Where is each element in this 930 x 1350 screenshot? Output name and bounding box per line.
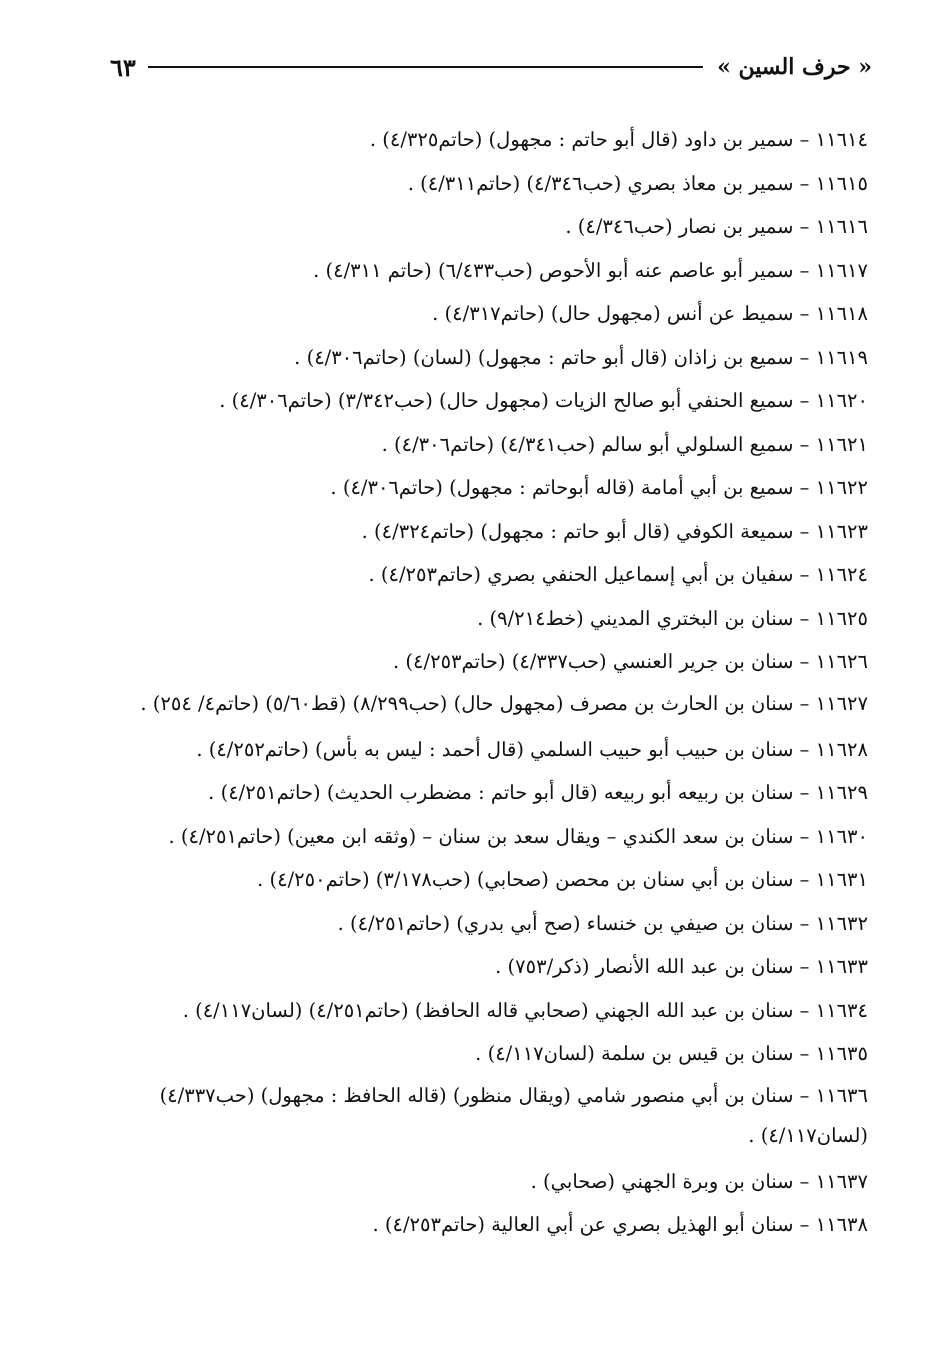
list-item: ١١٦٢٦ – سنان بن جرير العنسي (حب٤/٣٣٧) (حاتم٤/٢٥٣) .	[393, 650, 868, 673]
list-item: ١١٦٢٧ – سنان بن الحارث بن مصرف (مجهول حال) (حب٨/٢٩٩) (قط٥/٦٠) (حاتم٤/ ٢٥٤) .	[140, 691, 868, 715]
list-item: ١١٦٢٤ – سفيان بن أبي إسماعيل الحنفي بصري (حاتم٤/٢٥٣) .	[368, 563, 868, 586]
list-item: ١١٦٣٠ – سنان بن سعد الكندي – ويقال سعد بن سنان – (وثقه ابن معين) (حاتم٤/٢٥١) .	[168, 824, 868, 848]
list-item: ١١٦١٧ – سمير أبو عاصم عنه أبو الأحوص (حب٦/٤٣٣) (حاتم ٤/٣١١) .	[313, 258, 868, 282]
list-item: ١١٦٢٢ – سميع بن أبي أمامة (قاله أبوحاتم : مجهول) (حاتم٤/٣٠٦) .	[330, 476, 868, 499]
list-item: ١١٦١٥ – سمير بن معاذ بصري (حب٤/٣٤٦) (حاتم٤/٣١١) .	[407, 171, 868, 195]
list-item: ١١٦٣٦ – سنان بن أبي منصور شامي (ويقال منظور) (قاله الحافظ : مجهول) (حب٤/٣٣٧) (لسان٤/١١٧) .	[159, 1083, 868, 1147]
list-item: ١١٦١٦ – سمير بن نصار (حب٤/٣٤٦) .	[565, 215, 868, 238]
chapter-title: « حرف السين »	[717, 54, 872, 80]
running-header	[110, 50, 872, 84]
page-number: ٦٣	[110, 52, 136, 82]
header-rule	[148, 66, 703, 68]
list-item: ١١٦٣٧ – سنان بن وبرة الجهني (صحابي) .	[530, 1169, 868, 1193]
list-item: ١١٦٢٩ – سنان بن ربيعه أبو ربيعه (قال أبو حاتم : مضطرب الحديث) (حاتم٤/٢٥١) .	[208, 781, 868, 804]
list-item: ١١٦٣١ – سنان بن أبي سنان بن محصن (صحابي) (حب٣/١٧٨) (حاتم٤/٢٥٠) .	[257, 868, 868, 891]
list-item: ١١٦١٨ – سميط عن أنس (مجهول حال) (حاتم٤/٣١٧) .	[432, 302, 868, 325]
list-item: ١١٦٢٠ – سميع الحنفي أبو صالح الزيات (مجهول حال) (حب٣/٣٤٢) (حاتم٤/٣٠٦) .	[219, 389, 868, 412]
list-item: ١١٦٢٥ – سنان بن البختري المديني (خط٩/٢١٤) .	[477, 606, 868, 630]
list-item: ١١٦٢٣ – سميعة الكوفي (قال أبو حاتم : مجهول) (حاتم٤/٣٢٤) .	[361, 519, 868, 543]
list-item: ١١٦١٤ – سمير بن داود (قال أبو حاتم : مجهول) (حاتم٤/٣٢٥) .	[369, 128, 868, 151]
list-item: ١١٦٣٣ – سنان بن عبد الله الأنصار (ذكر/٧٥٣) .	[495, 955, 868, 978]
list-item: ١١٦٣٤ – سنان بن عبد الله الجهني (صحابي قاله الحافظ) (حاتم٤/٢٥١) (لسان٤/١١٧) .	[182, 998, 868, 1022]
list-item: ١١٦٢٨ – سنان بن حبيب أبو حبيب السلمي (قال أحمد : ليس به بأس) (حاتم٤/٢٥٢) .	[196, 737, 868, 761]
list-item: ١١٦٢١ – سميع السلولي أبو سالم (حب٤/٣٤١) (حاتم٤/٣٠٦) .	[381, 432, 868, 456]
list-item: ١١٦٣٢ – سنان بن صيفي بن خنساء (صح أبي بدري) (حاتم٤/٢٥١) .	[337, 911, 868, 935]
list-item: ١١٦٣٨ – سنان أبو الهذيل بصري عن أبي العالية (حاتم٤/٢٥٣) .	[372, 1213, 868, 1236]
list-item: ١١٦١٩ – سميع بن زاذان (قال أبو حاتم : مجهول) (لسان) (حاتم٤/٣٠٦) .	[294, 345, 868, 369]
list-item: ١١٦٣٥ – سنان بن قيس بن سلمة (لسان٤/١١٧) .	[475, 1042, 868, 1065]
entry-list	[90, 118, 868, 1247]
